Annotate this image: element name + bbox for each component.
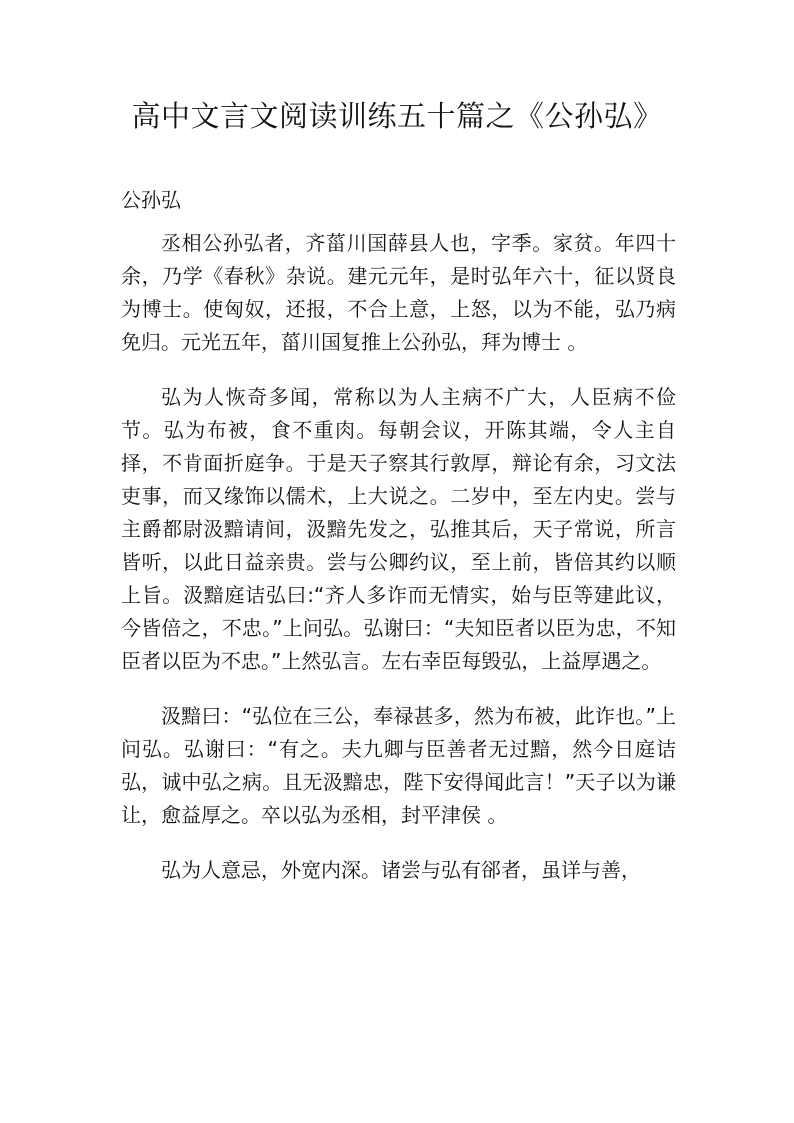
- paragraph-3: 汲黯曰：“弘位在三公，奉禄甚多，然为布被，此诈也。”上问弘。弘谢曰：“有之。夫九卿与臣善者无过黯，然今日庭诘弘，诚中弘之病。且无汲黯忠，陛下安得闻此言！”天子以为谦让，愈益厚之。卒以弘为丞相，封平津侯 。: [121, 704, 676, 827]
- paragraph-2: 弘为人恢奇多闻，常称以为人主病不广大，人臣病不俭节。弘为布被，食不重肉。每朝会议，开陈其端，令人主自择，不肯面折庭争。于是天子察其行敦厚，辩论有余，习文法吏事，而又缘饰以儒术，上大说之。二岁中，至左内史。尝与主爵都尉汲黯请间，汲黯先发之，弘推其后，天子常说，所言皆听，以此日益亲贵。尝与公卿约议，至上前，皆倍其约以顺上旨。汲黯庭诘弘曰:“齐人多诈而无情实，始与臣等建此议，今皆倍之，不忠。”上问弘。弘谢曰：“夫知臣者以臣为忠，不知臣者以臣为不忠。”上然弘言。左右幸臣每毁弘，上益厚遇之。: [121, 385, 676, 673]
- document-title: 高中文言文阅读训练五十篇之《公孙弘》: [131, 99, 663, 133]
- paragraph-4: 弘为人意忌，外宽内深。诸尝与弘有郤者，虽详与善，: [161, 858, 641, 882]
- paragraph-1: 丞相公孙弘者，齐菑川国薛县人也，字季。家贫。年四十余，乃学《春秋》杂说。建元元年，是时弘年六十，征以贤良为博士。使匈奴，还报，不合上意，上怒，以为不能，弘乃病免归。元光五年，菑川国复推上公孙弘，拜为博士 。: [121, 231, 676, 354]
- section-heading: 公孙弘: [121, 188, 181, 212]
- body-text: [121, 227, 676, 887]
